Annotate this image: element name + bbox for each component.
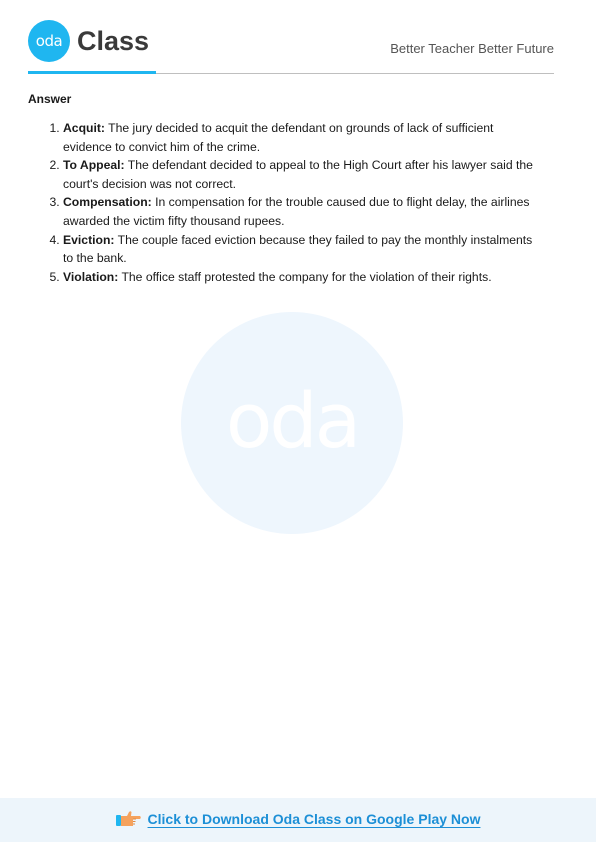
list-item xyxy=(63,231,533,268)
oda-watermark xyxy=(181,312,403,534)
list-item xyxy=(63,268,533,287)
oda-logo-badge xyxy=(28,20,70,62)
logo-wordmark: Class xyxy=(77,26,150,56)
item-text: The jury decided to acquit the defendant on grounds of lack of sufficient evidence to convict him of the crime. xyxy=(63,121,494,154)
answer-heading: Answer xyxy=(28,92,72,106)
answer-list xyxy=(28,119,533,286)
item-term: To Appeal: xyxy=(63,158,125,173)
list-item xyxy=(63,119,533,156)
header-tagline: Better Teacher Better Future xyxy=(390,41,554,56)
pointing-hand-icon xyxy=(116,809,142,829)
item-text: The office staff protested the company for the violation of their rights. xyxy=(118,269,492,284)
item-term: Eviction: xyxy=(63,232,115,247)
item-text: In compensation for the trouble caused due to flight delay, the airlines awarded the victim fifty thousand rupees. xyxy=(63,195,530,228)
item-text: The couple faced eviction because they failed to pay the monthly instalments to the bank. xyxy=(63,232,533,266)
list-item xyxy=(63,193,533,230)
download-footer xyxy=(0,798,596,842)
item-text: The defendant decided to appeal to the High Court after his lawyer said the court's decision was not correct. xyxy=(63,158,533,191)
list-item xyxy=(63,156,533,193)
item-term: Compensation: xyxy=(63,195,152,210)
item-term: Violation: xyxy=(63,269,119,284)
download-banner[interactable] xyxy=(116,809,481,829)
header-accent-bar xyxy=(28,71,156,74)
logo-mark-text: oda xyxy=(35,32,63,50)
page-header xyxy=(0,0,596,80)
download-link[interactable]: Click to Download Oda Class on Google Play Now xyxy=(147,811,481,827)
watermark-text: oda xyxy=(225,375,359,465)
item-term: Acquit: xyxy=(63,121,105,135)
